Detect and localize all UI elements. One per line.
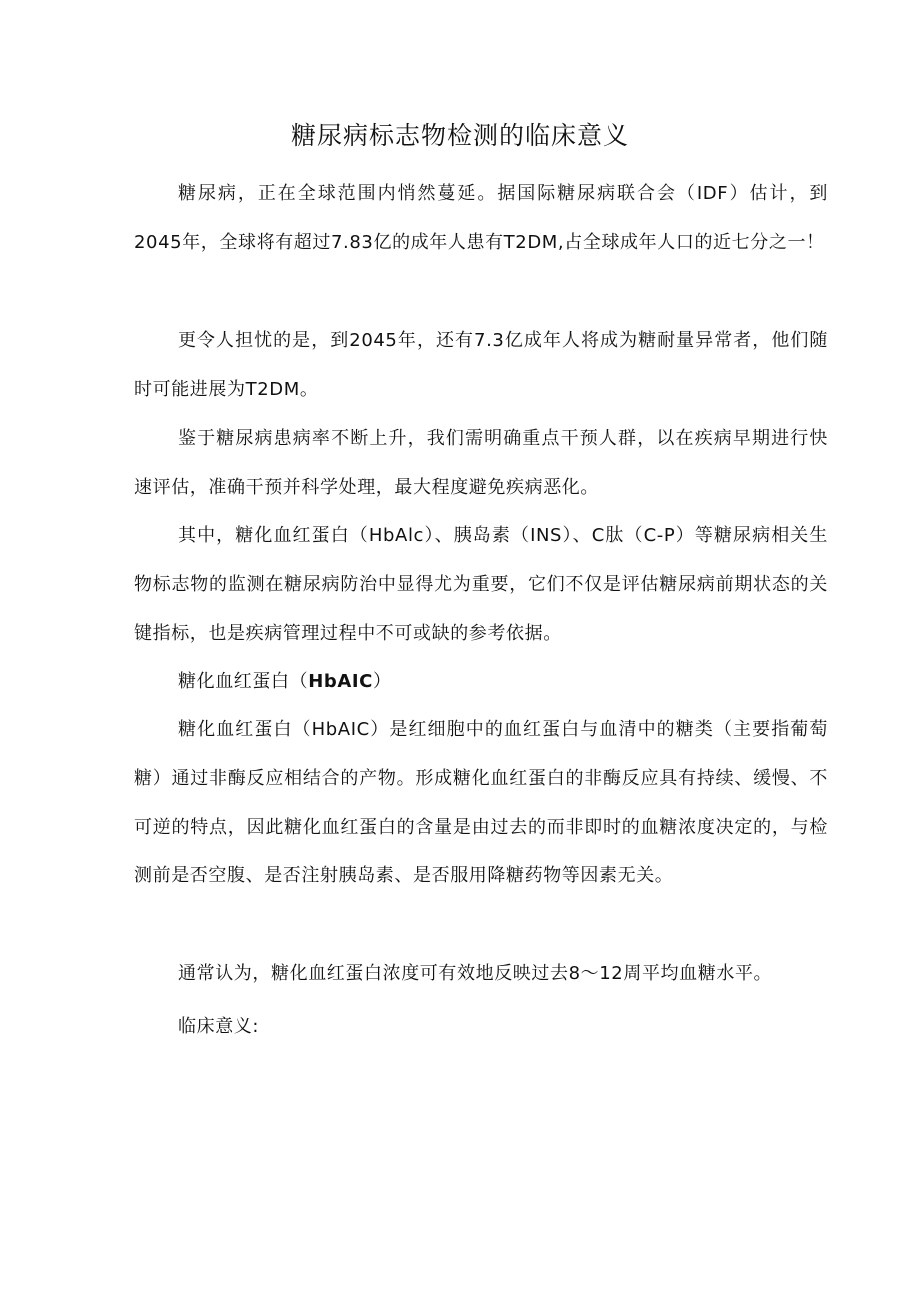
section-heading-bold: HbAIC <box>308 671 373 692</box>
paragraph-intervention: 鉴于糖尿病患病率不断上升，我们需明确重点干预人群，以在疾病早期进行快速评估，准确干预并科学处理，最大程度避免疾病恶化。 <box>134 428 828 498</box>
paragraph-hba1c-definition: 糖化血红蛋白（HbAIC）是红细胞中的血红蛋白与血清中的糖类（主要指葡萄糖）通过非酶反应相结合的产物。形成糖化血红蛋白的非酶反应具有持续、缓慢、不可逆的特点，因此糖化血红蛋白的含量是由过去的而非即时的血糖浓度决定的，与检测前是否空腹、是否注射胰岛素、是否服用降糖药物等因素无关。 <box>134 719 828 887</box>
page-title: 糖尿病标志物检测的临床意义 <box>290 121 629 150</box>
section-heading-hba1c <box>178 658 392 707</box>
paragraph-prevalence: 糖尿病，正在全球范围内悄然蔓延。据国际糖尿病联合会（IDF）估计，到2045年，全球将有超过7.83亿的成年人患有T2DM,占全球成年人口的近七分之一！ <box>134 183 828 253</box>
paragraph-impaired-glucose: 更令人担忧的是，到2045年，还有7.3亿成年人将成为糖耐量异常者，他们随时可能进展为T2DM。 <box>134 330 828 400</box>
section-heading-suffix: ） <box>373 671 392 692</box>
paragraph-hba1c-period: 通常认为，糖化血红蛋白浓度可有效地反映过去8〜12周平均血糖水平。 <box>178 963 773 984</box>
paragraph-clinical-significance: 临床意义: <box>178 1016 260 1037</box>
section-heading-prefix: 糖化血红蛋白（ <box>178 671 309 692</box>
paragraph-biomarkers: 其中，糖化血红蛋白（HbAlc）、胰岛素（INS）、C肽（C-P）等糖尿病相关生物标志物的监测在糖尿病防治中显得尤为重要，它们不仅是评估糖尿病前期状态的关键指标，也是疾病管理过程中不可或缺的参考依据。 <box>134 525 828 644</box>
